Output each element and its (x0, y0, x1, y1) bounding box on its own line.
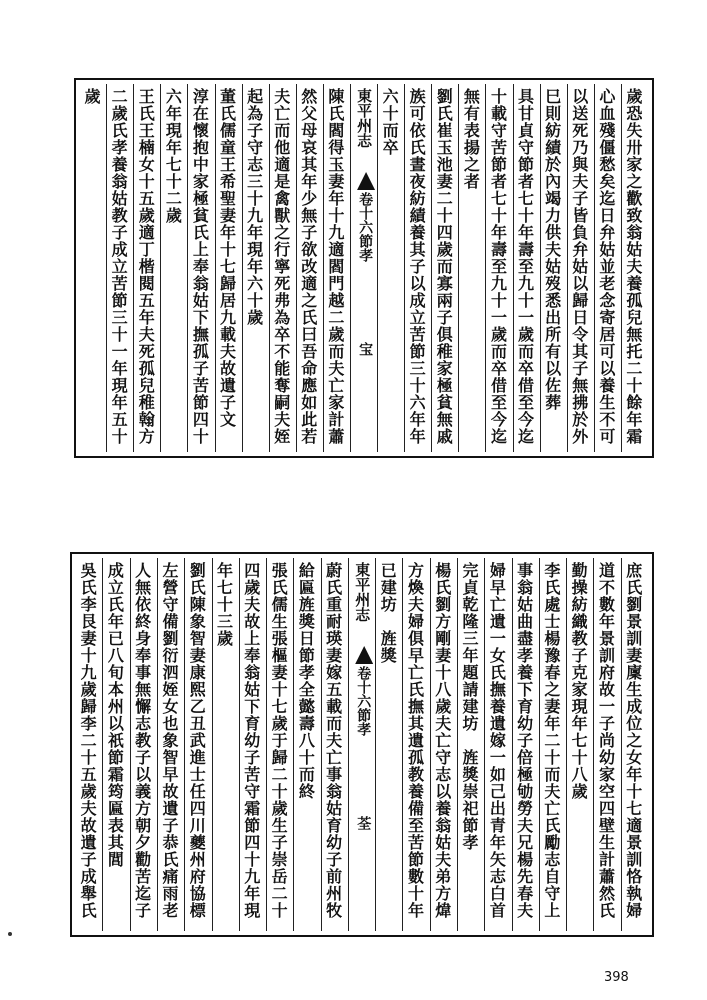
column-text: 婦早亡遺一女氏撫養遺嫁一如己出青年矢志白首 (487, 562, 507, 919)
column-text: 楊氏劉方剛妻十八歲夫亡守志以養翁姑夫弟方煒 (432, 562, 452, 919)
column-text: 張氏儒生張樞妻十七歲于歸二十歲生子崇岳二十 (269, 562, 289, 919)
column-text: 然父母哀其年少無子欲改適之氏曰吾命應如此若 (298, 88, 318, 445)
text-column (457, 558, 484, 931)
column-text: 族可依氏晝夜紡績養其子以成立苦節三十六年年 (407, 88, 427, 445)
book-title: 東平州志 (355, 88, 374, 148)
column-text: 庶氏劉景訓妻廩生成位之女年十七適景訓恪執婦 (623, 562, 643, 919)
text-column (242, 84, 269, 452)
text-column (269, 84, 296, 452)
text-column (485, 84, 512, 452)
bottom-page (70, 552, 654, 937)
text-column (212, 558, 239, 931)
column-text: 二歲氏孝養翁姑教子成立苦節三十一年現年五十 (109, 88, 129, 445)
column-text: 以送死乃與夫子皆負弁姑以歸日令其子無拂於外 (569, 88, 589, 445)
column-text: 已建坊 旌獎 (378, 562, 398, 664)
column-text: 勤操紡織教子克家現年七十八歲 (569, 562, 589, 800)
text-column (80, 84, 106, 452)
banner-box (351, 84, 377, 452)
column-text: 起為子守志三十九年現年六十歲 (244, 88, 264, 326)
text-column (321, 558, 348, 931)
text-column (130, 558, 157, 931)
text-column (266, 558, 293, 931)
column-text: 事翁姑曲盡孝養下育幼子倍極劬勞夫兄楊先春夫 (514, 562, 534, 919)
bottom-page-columns (76, 558, 648, 931)
column-text: 十載守苦節者七十年壽至九十一歲而卒借至今迄 (488, 88, 508, 445)
text-column (184, 558, 211, 931)
column-text: 完貞乾隆三年題請建坊 旌獎崇祀節孝 (460, 562, 480, 851)
text-column (539, 558, 566, 931)
column-text: 王氏王楠女十五歲適丁楷閱五年夫死孤兒稚翰方 (136, 88, 156, 445)
column-text: 六十而卒 (380, 88, 400, 156)
column-text: 心血殘僵愁矣迄日弁姑並老念寄居可以養生不可 (596, 88, 616, 445)
column-text: 巳則紡績於內竭力供夫姑歿悉出所有以佐葬 (542, 88, 562, 411)
text-column (402, 558, 429, 931)
text-column (594, 84, 621, 452)
column-text: 夫亡而他適是禽獸之行寧死弗為卒不能奪嗣夫姪 (271, 88, 291, 445)
text-column (484, 558, 511, 931)
column-text: 人無依終身奉事無懈志教子以義方朝夕勸苦迄子 (132, 562, 152, 919)
folio-number: 宝 (357, 342, 374, 356)
banner-box (349, 558, 375, 931)
column-text: 董氏儒童王希聖妻年十七歸居九載夫故遺子文 (217, 88, 237, 428)
column-text: 年七十三歲 (214, 562, 234, 647)
text-column (375, 558, 402, 931)
column-text: 淳在懷抱中家極貧氏上奉翁姑下撫孤子苦節四十 (190, 88, 210, 445)
column-text: 成立氏年已八旬本州以祇節霜筠匾表其閭 (105, 562, 125, 868)
text-column (106, 84, 133, 452)
column-text: 方煥夫婦俱早亡氏撫其遺孤教養備至苦節數十年 (405, 562, 425, 919)
text-column (431, 84, 458, 452)
text-column (133, 84, 160, 452)
column-text: 李氏處士楊豫春之妻年二十而夫亡氏勵志自守上 (541, 562, 561, 919)
fishtail-marker-icon (357, 172, 375, 190)
column-text: 劉氏崔玉池妻二十四歲而寡兩子俱稚家極貧無戚 (434, 88, 454, 445)
text-column (215, 84, 242, 452)
text-column (430, 558, 457, 931)
text-column (102, 558, 129, 931)
column-text: 道不數年景訓府故一子尚幼家空四壁生計蕭然氏 (596, 562, 616, 919)
center-banner (348, 558, 375, 931)
page-number: 398 (604, 970, 629, 985)
folio-number: 荃 (355, 816, 372, 830)
text-column (404, 84, 431, 452)
text-column (323, 84, 350, 452)
text-column (513, 84, 540, 452)
column-text: 陳氏閻得玉妻年十九適閻門越二歲而夫亡家計蕭 (325, 88, 345, 445)
text-column (621, 84, 648, 452)
column-text: 歲 (82, 88, 102, 105)
text-column (187, 84, 214, 452)
text-column (621, 558, 648, 931)
column-text: 歲恐失卅家之歡致翁姑夫養孤兒無托二十餘年霜 (623, 88, 643, 445)
column-text: 六年現年七十二歲 (163, 88, 183, 224)
column-text: 左營守備劉衍泗姪女也象智早故遺子恭氏痛雨老 (159, 562, 179, 919)
text-column (239, 558, 266, 931)
column-text: 吳氏李艮妻十九歲歸李二十五歲夫故遺子成舉氏 (78, 562, 98, 919)
text-column (458, 84, 485, 452)
scan-dot (8, 932, 12, 936)
text-column (157, 558, 184, 931)
text-column (377, 84, 404, 452)
column-text: 四歲夫故上奉翁姑下育幼子苦守霜節四十九年現 (241, 562, 261, 919)
text-column (76, 558, 102, 931)
column-text: 無有表揚之者 (461, 88, 481, 190)
text-column (566, 558, 593, 931)
text-column (540, 84, 567, 452)
column-text: 蔚氏重耐瑛妻嫁五載而夫亡事翁姑育幼子前州牧 (323, 562, 343, 919)
top-page (74, 78, 654, 458)
text-column (293, 558, 320, 931)
text-column (160, 84, 187, 452)
book-title: 東平州志 (353, 562, 372, 622)
column-text: 具甘貞守節者七十年壽至九十一歲而卒借至今迄 (515, 88, 535, 445)
column-text: 給匾旌獎日節孝全懿壽八十而終 (296, 562, 316, 800)
top-page-columns (80, 84, 648, 452)
fishtail-marker-icon (355, 646, 373, 664)
volume-label: 卷十六節孝 (355, 666, 372, 736)
text-column (593, 558, 620, 931)
text-column (296, 84, 323, 452)
text-column (512, 558, 539, 931)
column-text: 劉氏陳象智妻康熙乙丑武進士任四川夔州府協標 (187, 562, 207, 919)
text-column (567, 84, 594, 452)
volume-label: 卷十六節孝 (357, 192, 374, 262)
center-banner (350, 84, 377, 452)
